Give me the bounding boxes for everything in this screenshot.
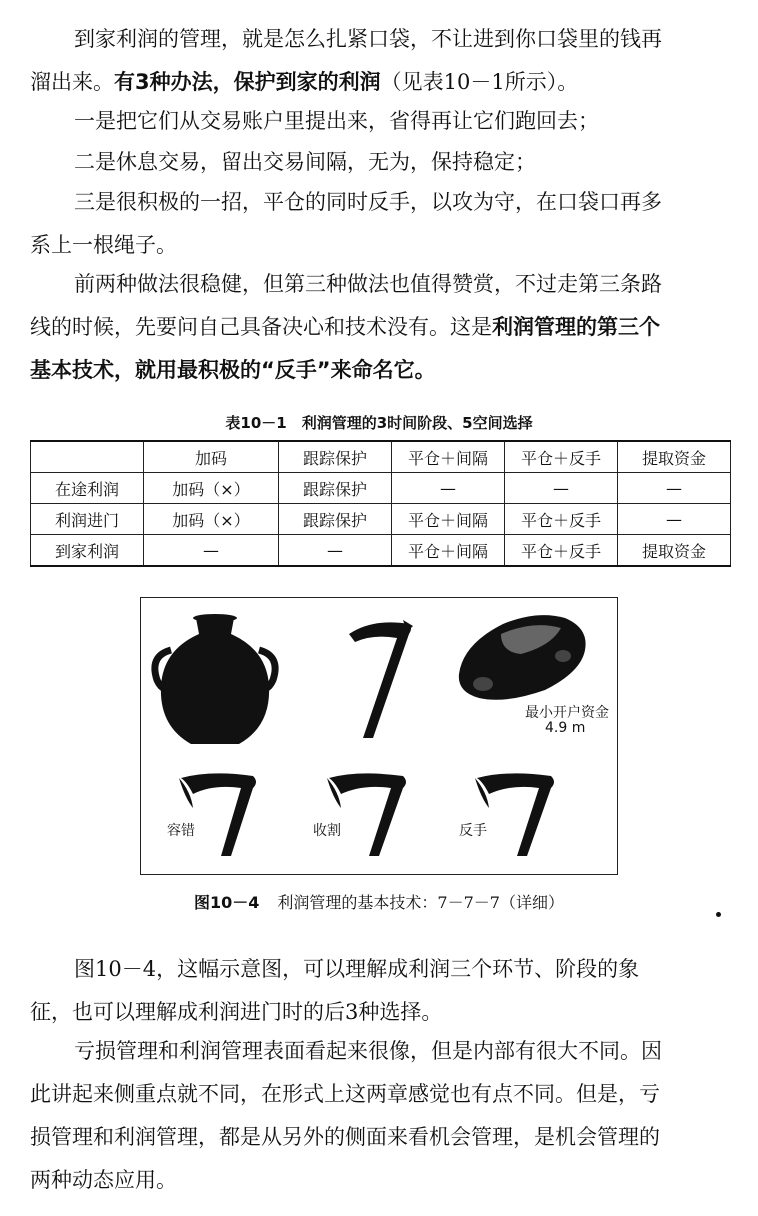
stroke-left-icon [179, 773, 256, 856]
text-line: 图10－4，这幅示意图，可以理解成利润三个环节、阶段的象 [74, 957, 640, 981]
bold-text: 利润管理的第三个 [492, 315, 660, 339]
text-line: 线的时候，先要问自己具备决心和技术没有。这是 [30, 315, 492, 339]
figure-number: 图10－4 [194, 893, 260, 912]
table-cell: 提取资金 [618, 535, 731, 567]
car-icon [459, 615, 586, 700]
stroke-right-icon [475, 773, 554, 856]
car-value: 4.9 m [545, 720, 586, 736]
paragraph-7 [30, 1030, 730, 1202]
table-cell: 加码（×） [144, 473, 279, 504]
table-cell: 跟踪保护 [279, 504, 392, 535]
paragraph-3 [30, 141, 730, 184]
text-line: 到家利润的管理，就是怎么扎紧口袋，不让进到你口袋里的钱再 [74, 27, 662, 51]
text-line: 一是把它们从交易账户里提出来，省得再让它们跑回去； [74, 109, 599, 133]
paragraph-4 [30, 181, 730, 267]
bold-text: 基本技术，就用最积极的“反手”来命名它。 [30, 358, 436, 382]
text-line: 三是很积极的一招，平仓的同时反手，以攻为守，在口袋口再多 [74, 190, 662, 214]
figure-caption [0, 890, 758, 913]
car-label: 最小开户资金 [525, 705, 609, 721]
table-cell: — [505, 473, 618, 504]
text-line: 前两种做法很稳健，但第三种做法也值得赞赏，不过走第三条路 [74, 272, 662, 296]
paragraph-6 [30, 948, 730, 1034]
sickle-icon [349, 620, 413, 738]
table-row [31, 504, 731, 535]
header-cell [31, 441, 144, 473]
paragraph-5 [30, 263, 730, 392]
header-cell: 平仓＋间隔 [392, 441, 505, 473]
table-cell: — [618, 504, 731, 535]
header-cell: 加码 [144, 441, 279, 473]
table-cell: 平仓＋反手 [505, 504, 618, 535]
header-cell: 平仓＋反手 [505, 441, 618, 473]
text-line: 损管理和利润管理，都是从另外的侧面来看机会管理，是机会管理的 [30, 1125, 660, 1149]
table-cell: 到家利润 [31, 535, 144, 567]
table-cell: — [144, 535, 279, 567]
table-cell: 利润进门 [31, 504, 144, 535]
label-harvest: 收割 [313, 823, 341, 839]
table-cell: 加码（×） [144, 504, 279, 535]
text-line: （见表10－1所示）。 [380, 70, 579, 94]
profit-table [30, 440, 731, 567]
text-line: 二是休息交易，留出交易间隔，无为，保持稳定； [74, 150, 536, 174]
text-line: 征，也可以理解成利润进门时的后3种选择。 [30, 1000, 443, 1024]
label-fault-tolerance: 容错 [167, 823, 195, 839]
table-caption: 表10－1 利润管理的3时间阶段、5空间选择 [225, 414, 533, 432]
paragraph-2 [30, 100, 730, 143]
jar-icon [155, 614, 275, 744]
header-cell: 跟踪保护 [279, 441, 392, 473]
text-line: 亏损管理和利润管理表面看起来很像，但是内部有很大不同。因 [74, 1039, 662, 1063]
table-cell: 平仓＋反手 [505, 535, 618, 567]
text-line: 溜出来。 [30, 70, 114, 94]
table-cell: 平仓＋间隔 [392, 535, 505, 567]
stray-dot [716, 912, 721, 917]
label-reverse: 反手 [459, 823, 487, 839]
table-cell: 平仓＋间隔 [392, 504, 505, 535]
bold-text: 有3种办法，保护到家的利润 [114, 70, 381, 94]
table-cell: 在途利润 [31, 473, 144, 504]
table-cell: — [279, 535, 392, 567]
header-cell: 提取资金 [618, 441, 731, 473]
table-cell: 跟踪保护 [279, 473, 392, 504]
text-line: 此讲起来侧重点就不同，在形式上这两章感觉也有点不同。但是，亏 [30, 1082, 660, 1106]
figure-caption-text: 利润管理的基本技术：7－7－7（详细） [277, 893, 564, 912]
table-row [31, 473, 731, 504]
paragraph-1 [30, 18, 730, 104]
table-cell: — [618, 473, 731, 504]
table-cell: — [392, 473, 505, 504]
stroke-middle-icon [327, 773, 406, 856]
text-line: 两种动态应用。 [30, 1168, 177, 1192]
table-header-row [31, 441, 731, 473]
figure-frame [140, 597, 618, 875]
table-row [31, 535, 731, 567]
text-line: 系上一根绳子。 [30, 233, 177, 257]
